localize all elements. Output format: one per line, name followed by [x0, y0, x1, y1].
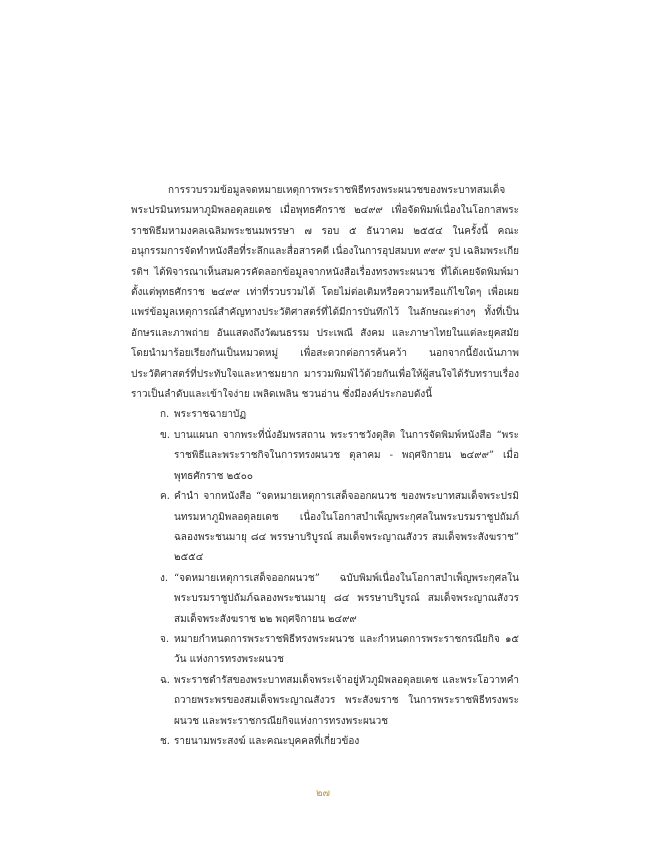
- list-item-text: บานแผนก จากพระที่นั่งอัมพรสถาน พระราชวังดุสิต ในการจัดพิมพ์หนังสือ “พระราชพิธีและพระราชกิจในการทรงผนวช ตุลาคม - พฤศจิกายน ๒๔๙๙” เมื่อพุทธศักราช ๒๕๐๐: [174, 429, 519, 482]
- list-item: [131, 569, 519, 630]
- list-item-text: หมายกำหนดการพระราชพิธีทรงพระผนวช และกำหนดการพระราชกรณียกิจ ๑๕ วัน แห่งการทรงพระผนวช: [174, 633, 519, 666]
- list-item-text: พระราชดำรัสของพระบาทสมเด็จพระเจ้าอยู่หัวภูมิพลอดุลยเดช และพระโอวาทคำถวายพระพรของสมเด็จพระญาณสังวร พระสังฆราช ในการพระราชพิธีทรงพระผนวช และพระราชกรณียกิจแห่งการทรงพระผนวช: [174, 674, 519, 727]
- page-number: ๒๗: [315, 788, 331, 799]
- list-item: [131, 426, 519, 487]
- body-text: [131, 181, 519, 752]
- list-marker: ง.: [160, 572, 169, 584]
- list-item: [131, 732, 519, 752]
- component-list: [131, 405, 519, 752]
- list-item-text: “จดหมายเหตุการเสด็จออกผนวช” ฉบับพิมพ์เนื่องในโอกาสบำเพ็ญพระกุศลในพระบรมราชูปถัมภ์ฉลองพระชนมายุ ๘๔ พรรษาบริบูรณ์ สมเด็จพระญาณสังวร สมเด็จพระสังฆราช ๒๒ พฤศจิกายน ๒๔๙๙: [174, 572, 519, 625]
- list-item: [131, 405, 519, 425]
- list-item-text: พระราชฉายาบัฏ: [174, 409, 247, 421]
- list-item: [131, 671, 519, 732]
- list-marker: ค.: [160, 491, 170, 503]
- list-marker: ข.: [160, 429, 171, 441]
- intro-paragraph: การรวบรวมข้อมูลจดหมายเหตุการพระราชพิธีทรงพระผนวชของพระบาทสมเด็จพระปรมินทรมหาภูมิพลอดุลยเดช เมื่อพุทธศักราช ๒๔๙๙ เพื่อจัดพิมพ์เนื่องในโอกาสพระราชพิธีมหามงคลเฉลิมพระชนมพรรษา ๗ รอบ ๕ ธันวาคม ๒๕๕๔ ในครั้งนี้ คณะอนุกรรมการจัดทำหนังสือที่ระลึกและสื่อสารคดี เนื่องในการอุปสมบท ๙๙๙ รูป เฉลิมพระเกียรติฯ ได้พิจารณาเห็นสมควรคัดลอกข้อมูลจากหนังสือเรื่องทรงพระผนวช ที่ได้เคยจัดพิมพ์มาตั้งแต่พุทธศักราช ๒๔๙๙ เท่าที่รวบรวมได้ โดยไม่ต่อเติมหรือความหรือแก้ไขใดๆ เพื่อเผยแพร่ข้อมูลเหตุการณ์สำคัญทางประวัติศาสตร์ที่ได้มีการบันทึกไว้ ในลักษณะต่างๆ ทั้งที่เป็นอักษรและภาพถ่าย อันแสดงถึงวัฒนธรรม ประเพณี สังคม และภาษาไทยในแต่ละยุคสมัย โดยนำมาร้อยเรียงกันเป็นหมวดหมู่ เพื่อสะดวกต่อการค้นคว้า นอกจากนี้ยังเน้นภาพประวัติศาสตร์ที่ประทับใจและหาชมยาก มารวมพิมพ์ไว้ด้วยกันเพื่อให้ผู้สนใจได้รับทราบเรื่องราวเป็นลำดับและเข้าใจง่าย เพลิดเพลิน ชวนอ่าน ซึ่งมีองค์ประกอบดังนี้: [131, 185, 520, 401]
- list-marker: ก.: [160, 409, 170, 421]
- list-marker: ช.: [160, 735, 170, 747]
- list-item-text: รายนามพระสงฆ์ และคณะบุคคลที่เกี่ยวข้อง: [174, 735, 360, 747]
- list-marker: ฉ.: [160, 674, 170, 686]
- list-marker: จ.: [160, 633, 170, 645]
- list-item: [131, 487, 519, 569]
- list-item-text: คำนำ จากหนังสือ “จดหมายเหตุการเสด็จออกผนวช ของพระบาทสมเด็จพระปรมินทรมหาภูมิพลอดุลยเดช เนื่องในโอกาสบำเพ็ญพระกุศลในพระบรมราชูปถัมภ์ฉลองพระชนมายุ ๘๔ พรรษาบริบูรณ์ สมเด็จพระญาณสังวร สมเด็จพระสังฆราช” ๒๕๕๔: [174, 491, 519, 564]
- list-item: [131, 630, 519, 671]
